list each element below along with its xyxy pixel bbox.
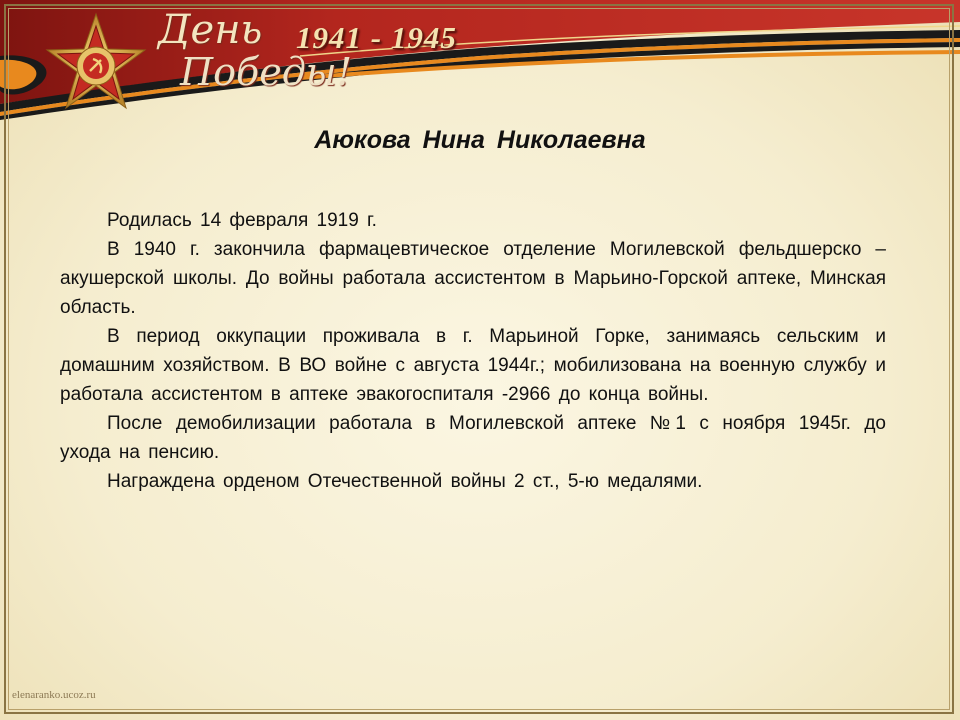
paragraph-war: В период оккупации проживала в г. Марьиной Горке, занимаясь сельским и домашним хозяйством. В ВО войне с августа 1944г.; мобилизована на военную службу и работала ассистентом в аптеке эвакогоспиталя -2966 до конца войны. [60,326,886,405]
watermark: elenaranko.ucoz.ru [12,689,96,701]
paragraph-awards: Награждена орденом Отечественной войны 2 ст., 5-ю медалями. [107,471,703,492]
paragraph-birth: Родилась 14 февраля 1919 г. [107,210,377,231]
header-script-day: День [158,7,263,53]
biography-text [60,206,886,496]
header-script-victory: Победы! [180,50,353,94]
victory-day-banner [0,0,960,120]
page-title: Аюкова Нина Николаевна [314,126,646,154]
header-years: 1941 - 1945 [296,20,457,55]
banner-graphic [0,0,960,120]
paragraph-education: В 1940 г. закончила фармацевтическое отделение Могилевской фельдшерско –акушерской школы. До войны работала ассистентом в Марьино-Горской аптеке, Минская область. [60,239,886,318]
paragraph-postwar: После демобилизации работала в Могилевской аптеке №1 с ноября 1945г. до ухода на пенсию. [60,413,886,463]
